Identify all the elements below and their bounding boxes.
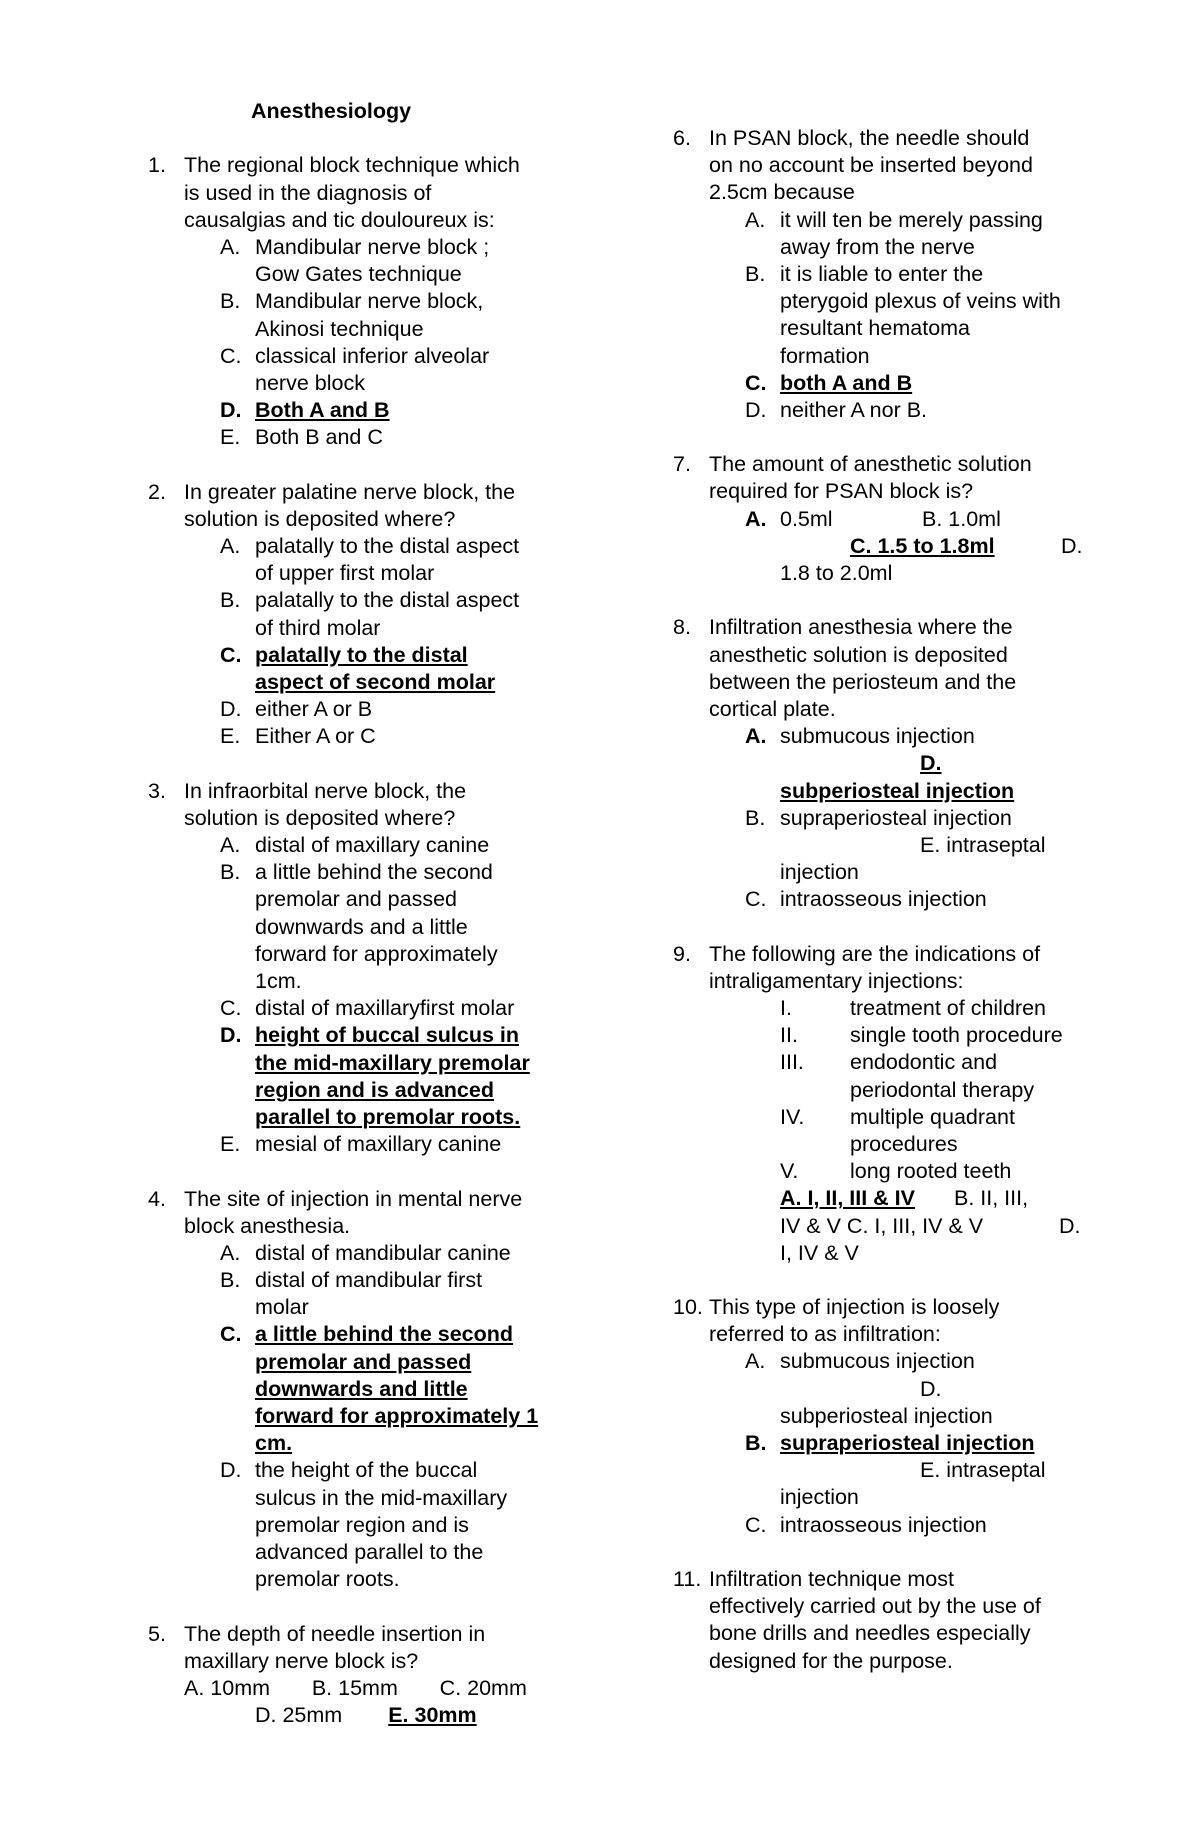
document-title: Anesthesiology <box>251 99 412 123</box>
option-text: Gow Gates technique <box>255 262 462 287</box>
question-number: 9. <box>673 941 691 966</box>
correct-answer: a little behind the second <box>255 1322 514 1347</box>
option-text: forward for approximately <box>255 941 498 966</box>
question-text: The site of injection in mental nerve <box>184 1186 523 1211</box>
question-text: Infiltration technique most <box>709 1566 954 1591</box>
question-number: 8. <box>673 615 691 640</box>
question-10 <box>673 1294 1098 1539</box>
option-text: I, IV & V <box>780 1240 859 1265</box>
option-text: long rooted teeth <box>850 1159 1012 1184</box>
option-text: intraosseous injection <box>780 887 987 912</box>
option-text: premolar and passed <box>255 887 457 912</box>
correct-answer: E. 30mm <box>388 1703 477 1728</box>
option-text: Mandibular nerve block, <box>255 289 484 314</box>
question-text: The regional block technique which <box>184 153 520 178</box>
option-text: of upper first molar <box>255 561 435 586</box>
question-2 <box>148 479 588 751</box>
option-text: Either A or C <box>255 724 376 749</box>
roman-numeral: V. <box>780 1159 799 1184</box>
option-text: procedures <box>850 1131 958 1156</box>
option-text: downwards and a little <box>255 914 468 939</box>
question-number: 7. <box>673 452 691 477</box>
option-text: 0.5ml <box>780 506 833 531</box>
option-letter: B. <box>745 805 766 830</box>
option-letter: A. <box>220 234 241 259</box>
option-text: distal of maxillary canine <box>255 833 490 858</box>
question-text: is used in the diagnosis of <box>184 180 432 205</box>
option-text: E. intraseptal <box>920 832 1046 857</box>
question-6 <box>673 125 1098 424</box>
option-letter: D. <box>1061 533 1083 558</box>
question-text: anesthetic solution is deposited <box>709 642 1008 667</box>
option-letter: C. <box>220 996 242 1021</box>
option-text: resultant hematoma <box>780 316 971 341</box>
question-number: 4. <box>148 1186 166 1211</box>
question-text: The amount of anesthetic solution <box>709 452 1032 477</box>
option-text: the height of the buccal <box>255 1458 478 1483</box>
question-9 <box>673 941 1098 1267</box>
question-text: In greater palatine nerve block, the <box>184 479 516 504</box>
question-text: The depth of needle insertion in <box>184 1621 486 1646</box>
question-text: In infraorbital nerve block, the <box>184 778 467 803</box>
question-number: 10. <box>673 1295 703 1320</box>
option-text: Both B and C <box>255 425 383 450</box>
option-text: premolar roots. <box>255 1567 400 1592</box>
question-text: intraligamentary injections: <box>709 968 964 993</box>
question-text: bone drills and needles especially <box>709 1621 1031 1646</box>
option-text: endodontic and <box>850 1050 998 1075</box>
option-text: intraosseous injection <box>780 1512 987 1537</box>
option-letter: A. <box>745 506 767 531</box>
option-text: molar <box>255 1295 309 1320</box>
correct-answer: region and is advanced <box>255 1077 494 1102</box>
option-letter: B. <box>745 261 766 286</box>
question-text: 2.5cm because <box>709 180 855 205</box>
option-text: IV & V C. I, III, IV & V <box>780 1213 984 1238</box>
option-text: it will ten be merely passing <box>780 207 1043 232</box>
option-text: treatment of children <box>850 996 1046 1020</box>
roman-numeral: II. <box>780 1023 798 1048</box>
option-letter: B. <box>220 588 241 613</box>
option-text: distal of maxillaryfirst molar <box>255 996 515 1021</box>
option-letter: B. <box>220 1268 241 1293</box>
correct-answer: height of buccal sulcus in <box>255 1023 520 1048</box>
question-7 <box>673 451 1098 587</box>
question-1 <box>148 152 588 451</box>
left-column <box>148 98 588 1729</box>
option-text: away from the nerve <box>780 234 975 259</box>
option-letter: C. <box>220 642 242 667</box>
option-letter: C. <box>745 1512 767 1537</box>
option-text: supraperiosteal injection <box>780 805 1012 830</box>
option-text: Mandibular nerve block ; <box>255 234 490 259</box>
question-text: effectively carried out by the use of <box>709 1594 1041 1619</box>
correct-answer: premolar and passed <box>255 1349 472 1374</box>
right-column <box>673 125 1098 1675</box>
correct-answer: aspect of second molar <box>255 669 496 694</box>
option-text: formation <box>780 343 870 368</box>
question-text: solution is deposited where? <box>184 805 456 830</box>
question-text: required for PSAN block is? <box>709 479 974 504</box>
option-text: A. 10mm B. 15mm C. 20mm <box>184 1675 527 1700</box>
option-text: distal of mandibular canine <box>255 1240 511 1265</box>
roman-numeral: III. <box>780 1050 804 1075</box>
question-text: causalgias and tic douloureux is: <box>184 207 495 232</box>
correct-answer: the mid-maxillary premolar <box>255 1050 530 1075</box>
correct-answer: forward for approximately 1 <box>255 1404 539 1428</box>
option-text: distal of mandibular first <box>255 1268 483 1293</box>
question-text: between the periosteum and the <box>709 669 1017 694</box>
question-text: The following are the indications of <box>709 941 1041 966</box>
option-letter: D. <box>220 697 242 722</box>
correct-answer: A. I, II, III & IV <box>780 1186 915 1211</box>
option-letter: D. <box>920 751 942 776</box>
question-text: block anesthesia. <box>184 1213 351 1238</box>
question-text: maxillary nerve block is? <box>184 1648 419 1673</box>
correct-answer: Both A and B <box>255 398 390 423</box>
option-letter: D. <box>745 397 767 422</box>
correct-answer: supraperiosteal injection <box>780 1431 1035 1455</box>
option-text: of third molar <box>255 615 381 640</box>
correct-answer: cm. <box>255 1431 293 1456</box>
option-text: periodontal therapy <box>850 1077 1035 1102</box>
question-text: This type of injection is loosely <box>709 1295 1000 1320</box>
question-number: 11. <box>673 1566 702 1591</box>
question-text: designed for the purpose. <box>709 1648 953 1673</box>
option-text: 1cm. <box>255 969 302 993</box>
option-letter: A. <box>220 1240 241 1265</box>
option-text: subperiosteal injection <box>780 1403 993 1428</box>
roman-numeral: I. <box>780 996 792 1020</box>
option-text: submucous injection <box>780 724 975 749</box>
option-text: single tooth procedure <box>850 1023 1063 1048</box>
question-11 <box>673 1566 1098 1675</box>
option-text: mesial of maxillary canine <box>255 1132 502 1157</box>
option-letter: C. <box>220 1322 242 1347</box>
option-letter: B. <box>220 860 241 885</box>
option-letter: A. <box>745 207 766 232</box>
option-text: multiple quadrant <box>850 1104 1015 1129</box>
question-5 <box>148 1621 588 1730</box>
question-text: In PSAN block, the needle should <box>709 126 1030 150</box>
option-letter: E. <box>220 1132 241 1157</box>
option-letter: B. <box>220 289 241 314</box>
question-text: on no account be inserted beyond <box>709 153 1033 178</box>
option-text: injection <box>780 860 859 885</box>
option-text: nerve block <box>255 370 365 395</box>
option-text: neither A nor B. <box>780 397 928 422</box>
option-letter: C. <box>745 370 767 395</box>
option-text: either A or B <box>255 697 373 722</box>
option-text: it is liable to enter the <box>780 261 984 286</box>
correct-answer: both A and B <box>780 370 913 395</box>
option-letter: E. <box>220 724 241 749</box>
option-text: advanced parallel to the <box>255 1539 484 1564</box>
option-letter: C. <box>745 887 767 912</box>
option-text: sulcus in the mid-maxillary <box>255 1485 508 1510</box>
question-text: solution is deposited where? <box>184 506 456 531</box>
correct-answer: palatally to the distal <box>255 642 468 667</box>
option-text: 1.8 to 2.0ml <box>780 561 893 585</box>
option-text: Akinosi technique <box>255 316 424 341</box>
option-text: pterygoid plexus of veins with <box>780 289 1061 314</box>
option-letter: A. <box>220 534 241 558</box>
option-letter: C. <box>220 343 242 368</box>
option-text: premolar region and is <box>255 1512 469 1537</box>
option-text: E. intraseptal <box>920 1458 1046 1483</box>
option-letter: D. <box>1059 1213 1081 1238</box>
option-letter: D. <box>220 1023 242 1048</box>
option-letter: A. <box>745 1349 766 1374</box>
option-text: a little behind the second <box>255 860 493 885</box>
question-3 <box>148 778 588 1159</box>
question-number: 1. <box>148 153 166 178</box>
option-text: classical inferior alveolar <box>255 343 490 368</box>
question-8 <box>673 614 1098 913</box>
option-text: B. II, III, <box>954 1186 1029 1211</box>
correct-answer: subperiosteal injection <box>780 778 1015 803</box>
option-letter: A. <box>745 724 767 749</box>
option-text: B. 1.0ml <box>922 506 1001 531</box>
option-letter: D. <box>220 398 242 423</box>
question-text: cortical plate. <box>709 696 836 721</box>
question-number: 5. <box>148 1621 166 1646</box>
correct-answer: parallel to premolar roots. <box>255 1104 521 1129</box>
question-number: 6. <box>673 126 691 150</box>
question-number: 2. <box>148 479 166 504</box>
roman-numeral: IV. <box>780 1104 805 1129</box>
question-number: 3. <box>148 778 166 803</box>
correct-answer: downwards and little <box>255 1376 468 1401</box>
option-text: palatally to the distal aspect <box>255 588 520 613</box>
option-text: palatally to the distal aspect <box>255 534 520 558</box>
question-4 <box>148 1186 588 1594</box>
option-text: injection <box>780 1485 859 1510</box>
option-text: submucous injection <box>780 1349 975 1374</box>
question-text: referred to as infiltration: <box>709 1322 941 1347</box>
option-letter: B. <box>745 1431 767 1455</box>
option-text: D. 25mm <box>255 1703 343 1728</box>
option-letter: D. <box>220 1458 242 1483</box>
option-letter: E. <box>220 425 241 450</box>
question-text: Infiltration anesthesia where the <box>709 615 1013 640</box>
option-letter: D. <box>920 1376 942 1401</box>
correct-answer: C. 1.5 to 1.8ml <box>850 533 995 558</box>
option-letter: A. <box>220 833 241 858</box>
